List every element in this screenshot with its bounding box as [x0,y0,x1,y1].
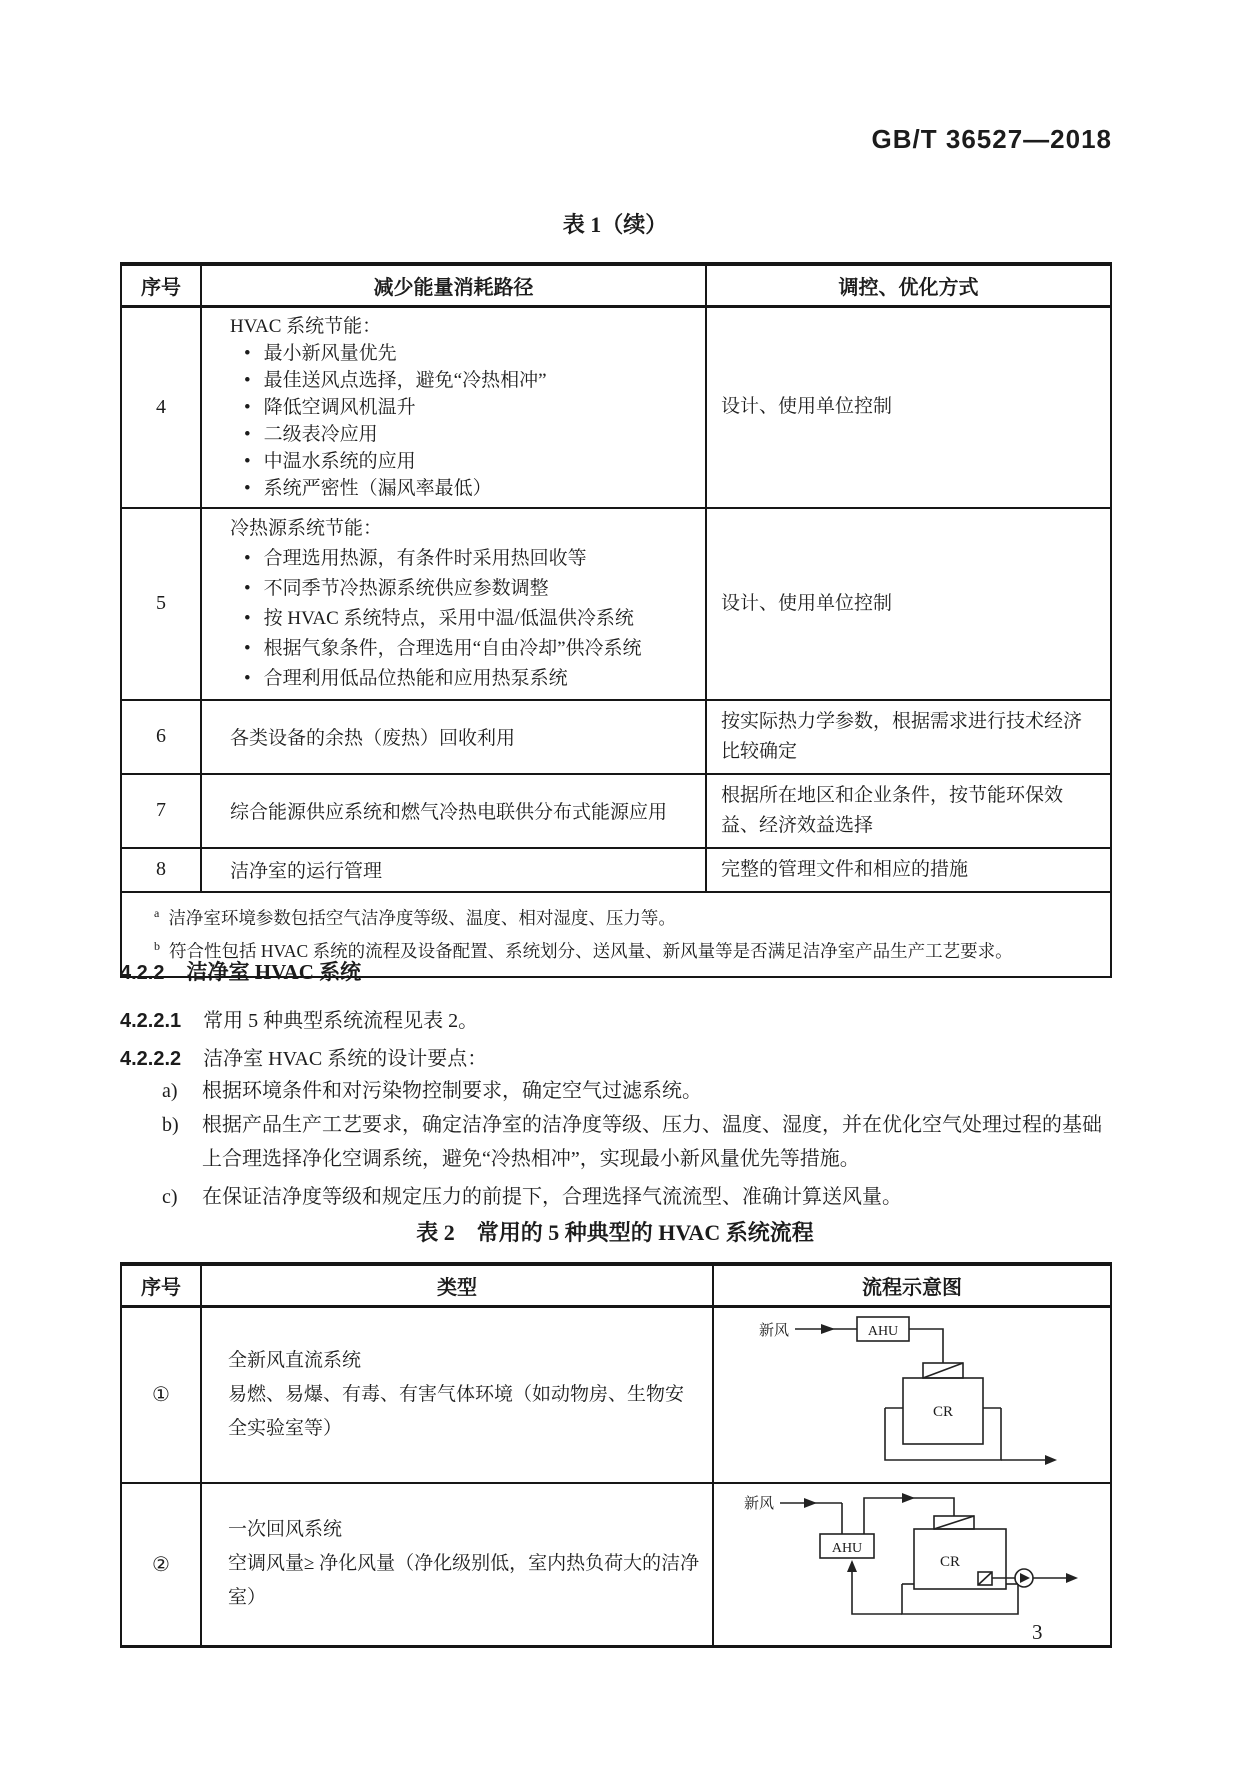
table1-col-method: 调控、优化方式 [706,264,1111,306]
clause-text: 常用 5 种典型系统流程见表 2。 [203,1010,479,1032]
row-path-cell: 洁净室的运行管理 [201,848,706,892]
page-number: 3 [1032,1620,1043,1644]
path-title: 冷热源系统节能： [230,517,383,539]
row-no: 6 [121,700,201,774]
table2-header-row [121,1264,1111,1306]
path-item: • 不同季节冷热源系统供应参数调整 [230,574,695,604]
row-no: ① [121,1306,201,1483]
ahu-label: AHU [867,1323,899,1339]
type-name: 一次回风系统 [228,1519,343,1541]
table1-title: 表 1（续） [562,212,668,237]
arrowhead [1066,1573,1078,1583]
hepa-filter-icon [923,1363,963,1378]
type-cell [201,1306,713,1483]
row-no: 5 [121,508,201,700]
table1 [120,262,1112,978]
path-item: • 系统严密性（漏风率最低） [230,475,695,502]
fresh-air-label: 新风 [744,1496,775,1513]
footnote-marker: a [154,905,160,920]
footnote-text: 洁净室环境参数包括空气洁净度等级、温度、相对湿度、压力等。 [168,907,676,928]
path-item: • 合理利用低品位热能和应用热泵系统 [230,664,695,694]
table-row [121,700,1111,774]
cr-label: CR [932,1403,954,1420]
path-item: • 按 HVAC 系统特点，采用中温/低温供冷系统 [230,604,695,634]
table2-col-type: 类型 [201,1264,713,1306]
flow-diagram-primary-return-air [742,1486,1082,1636]
arrowhead [804,1498,817,1508]
list-text: 根据产品生产工艺要求，确定洁净室的洁净度等级、压力、温度、湿度，并在优化空气处理过程的基础上合理选择净化空调系统，避免“冷热相冲”，实现最小新风量优先等措施。 [202,1114,1102,1170]
section-heading-4-2-2 [120,956,1112,986]
row-no: 8 [121,848,201,892]
row-method-cell: 根据所在地区和企业条件，按节能环保效益、经济效益选择 [706,774,1111,848]
path-item: • 合理选用热源，有条件时采用热回收等 [230,544,695,574]
path-item: • 最佳送风点选择，避免“冷热相冲” [230,367,695,394]
row-path-cell [201,508,706,700]
path-item: • 二级表冷应用 [230,421,695,448]
list-marker: b) [162,1114,179,1136]
clause-4-2-2-2 [120,1042,1112,1071]
table1-col-path: 减少能量消耗路径 [201,264,706,306]
type-desc: 空调风量≥ 净化风量（净化级别低，室内热负荷大的洁净室） [228,1553,700,1609]
table2-col-diagram: 流程示意图 [713,1264,1111,1306]
clause-4-2-2-1 [120,1004,1112,1033]
table-row [121,508,1111,700]
table2-col-no: 序号 [121,1264,201,1306]
path-item: • 降低空调风机温升 [230,394,695,421]
list-text: 在保证洁净度等级和规定压力的前提下，合理选择气流流型、准确计算送风量。 [202,1186,902,1208]
cr-label: CR [939,1554,961,1571]
path-item: • 根据气象条件，合理选用“自由冷却”供冷系统 [230,634,695,664]
section-title: 洁净室 HVAC 系统 [186,960,362,984]
footnote-marker: b [154,939,160,954]
footnote-text: 符合性包括 HVAC 系统的流程及设备配置、系统划分、送风量、新风量等是否满足洁净室产品生产工艺要求。 [169,941,1013,962]
flow-diagram-cell [713,1306,1111,1483]
arrowhead [821,1324,835,1334]
flow-diagram-full-fresh-air [757,1308,1067,1476]
type-name: 全新风直流系统 [228,1349,362,1371]
flow-diagram-cell [713,1483,1111,1647]
list-marker: c) [162,1186,178,1208]
hepa-filter-icon [934,1516,974,1529]
row-path-cell: 综合能源供应系统和燃气冷热电联供分布式能源应用 [201,774,706,848]
table-row [121,848,1111,892]
row-method-cell: 完整的管理文件和相应的措施 [706,848,1111,892]
table-row [121,774,1111,848]
row-method-cell: 设计、使用单位控制 [706,508,1111,700]
table-row [121,306,1111,508]
clause-number: 4.2.2.1 [120,1010,182,1032]
table2-title: 表 2 常用的 5 种典型的 HVAC 系统流程 [416,1220,814,1245]
table-row [121,1306,1111,1483]
footnote [154,899,1098,933]
ahu-label: AHU [831,1541,863,1557]
clause-text: 洁净室 HVAC 系统的设计要点： [203,1048,488,1070]
path-item: • 中温水系统的应用 [230,448,695,475]
return-duct [847,1560,902,1614]
type-cell [201,1483,713,1647]
row-method-cell: 按实际热力学参数，根据需求进行技术经济比较确定 [706,700,1111,774]
path-title: HVAC 系统节能： [230,315,382,337]
row-path-cell [201,306,706,508]
list-item-a [162,1074,1112,1108]
row-no: 4 [121,306,201,508]
arrowhead [1045,1455,1057,1465]
list-item-b [162,1108,1112,1176]
row-method-cell: 设计、使用单位控制 [706,306,1111,508]
list-item-c [162,1180,1112,1214]
standard-code: GB/T 36527—2018 [871,124,1112,154]
list-marker: a) [162,1080,178,1102]
fresh-air-label: 新风 [759,1322,790,1339]
section-number: 4.2.2 [120,962,165,984]
table-row [121,1483,1111,1647]
list-text: 根据环境条件和对污染物控制要求，确定空气过滤系统。 [202,1080,702,1102]
table1-header-row [121,264,1111,306]
damper-icon [978,1572,992,1585]
table2 [120,1262,1112,1648]
arrowhead [902,1493,915,1503]
row-no: ② [121,1483,201,1647]
type-desc: 易燃、易爆、有毒、有害气体环境（如动物房、生物安全实验室等） [228,1383,685,1439]
path-item: • 最小新风量优先 [230,340,695,367]
row-path-cell: 各类设备的余热（废热）回收利用 [201,700,706,774]
table1-col-no: 序号 [121,264,201,306]
clause-number: 4.2.2.2 [120,1048,182,1070]
row-no: 7 [121,774,201,848]
